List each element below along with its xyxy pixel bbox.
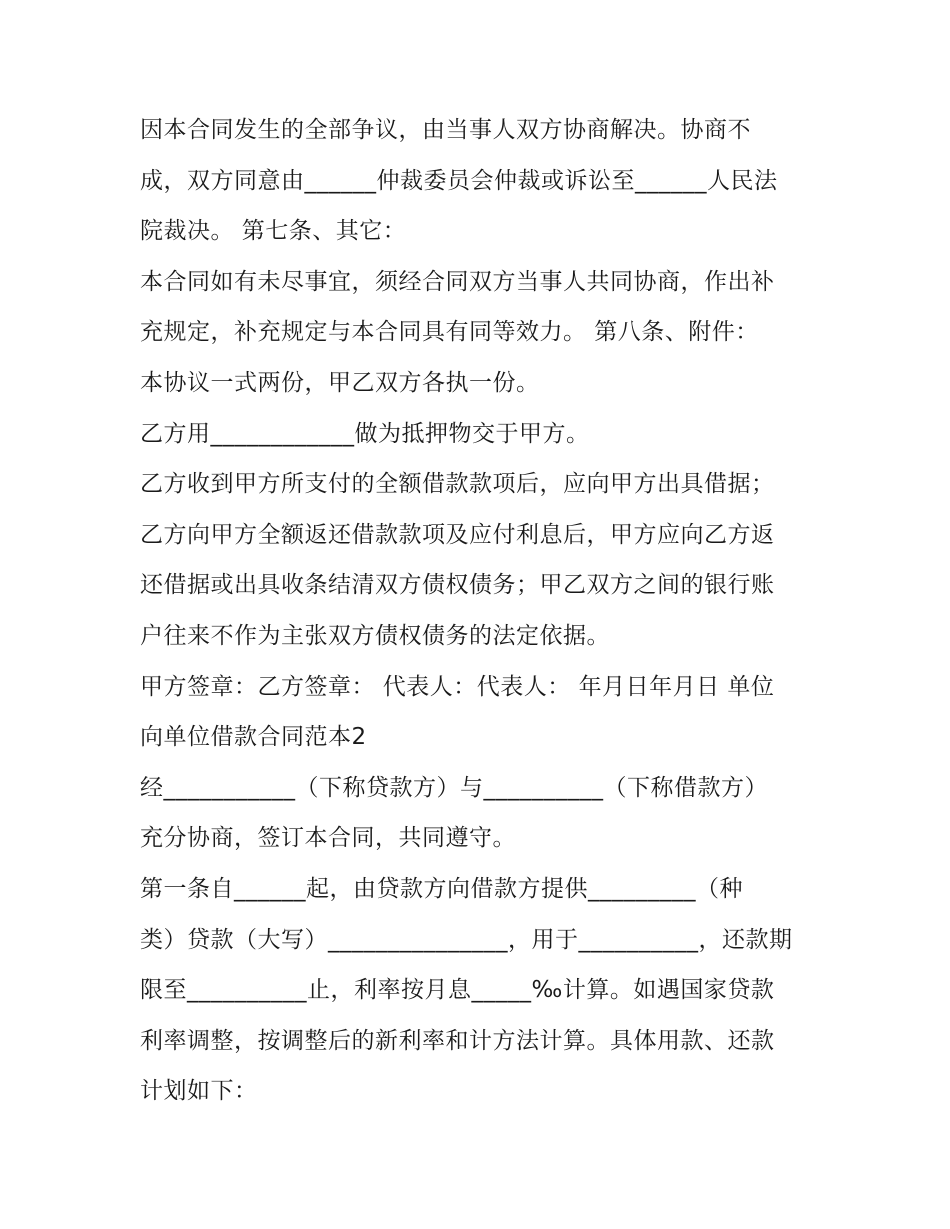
text-line: 限至__________止，利率按月息_____‰计算。如遇国家贷款 [140,977,775,1003]
text-line: 类）贷款（大写）_______________，用于__________，还款期 [140,927,793,953]
text-line: 本合同如有未尽事宜，须经合同双方当事人共同协商，作出补 [140,269,775,295]
text-line: 充分协商，签订本合同，共同遵守。 [140,825,516,851]
text-line: 经___________（下称贷款方）与__________（下称借款方） [140,775,768,801]
text-line: 充规定，补充规定与本合同具有同等效力。 第八条、附件： [140,319,759,345]
text-line: 利率调整，按调整后的新利率和计方法计算。具体用款、还款 [140,1028,775,1054]
text-line: 乙方用____________做为抵押物交于甲方。 [140,421,590,447]
text-line: 成，双方同意由______仲裁委员会仲裁或诉讼至______人民法 [140,168,778,194]
text-line: 本协议一式两份，甲乙双方各执一份。 [140,370,540,396]
text-line: 户往来不作为主张双方债权债务的法定依据。 [140,623,610,649]
text-line: 院裁决。 第七条、其它： [140,218,407,244]
text-line: 计划如下： [140,1078,258,1104]
text-line: 还借据或出具收条结清双方债权债务；甲乙双方之间的银行账 [140,572,775,598]
text-line: 乙方向甲方全额返还借款款项及应付利息后，甲方应向乙方返 [140,522,775,548]
text-line: 第一条自______起，由贷款方向借款方提供_________（种 [140,876,743,902]
section-heading: 向单位借款合同范本2 [140,724,367,750]
text-line: 因本合同发生的全部争议，由当事人双方协商解决。协商不 [140,117,751,143]
text-line: 甲方签章：乙方签章： 代表人：代表人： 年月日年月日 单位 [140,674,775,700]
text-line: 乙方收到甲方所支付的全额借款款项后，应向甲方出具借据； [140,471,775,497]
